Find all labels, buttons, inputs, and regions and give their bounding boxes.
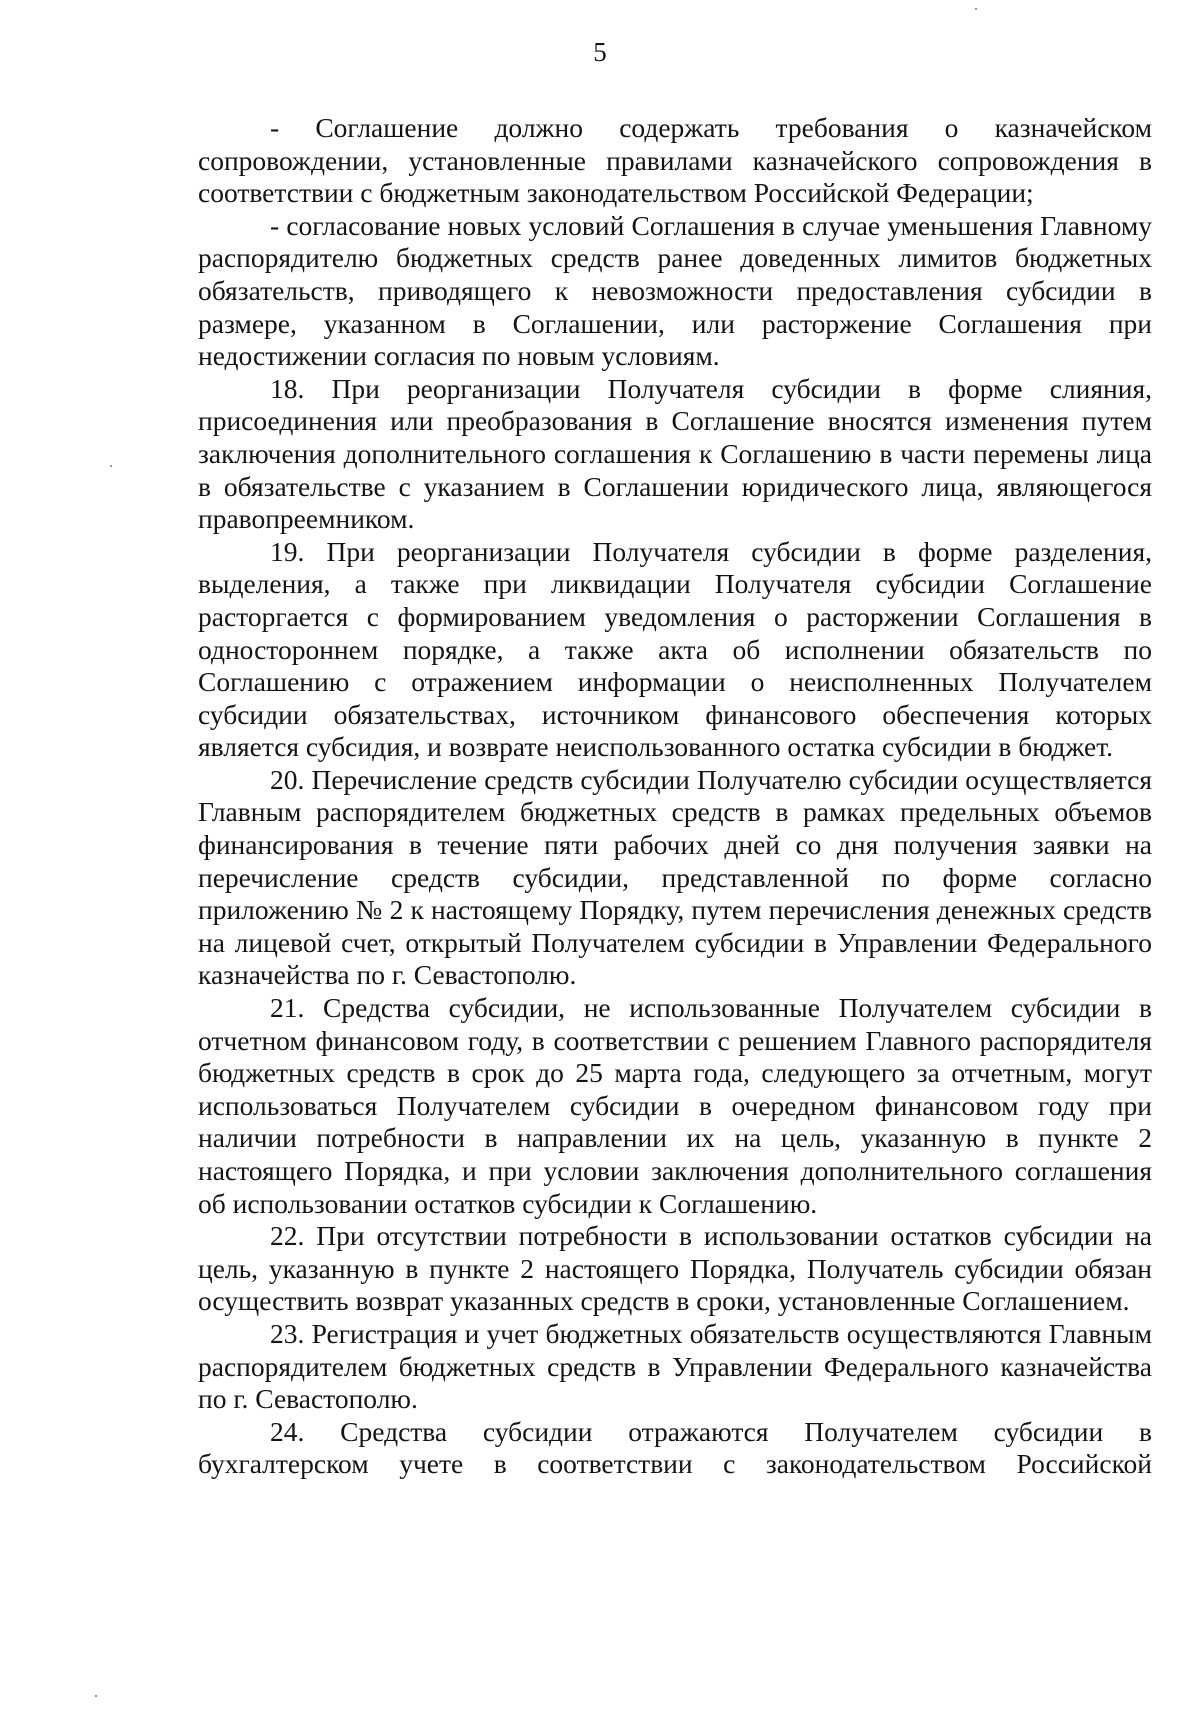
scan-speck-left (110, 465, 112, 467)
paragraph-item-23: 23. Регистрация и учет бюджетных обязательств осуществляются Главным распорядителем бюджетных средств в Управлении Федерального казначейства по г. Севастополю. (198, 1317, 1152, 1415)
scan-speck-top-right (975, 8, 977, 10)
paragraph-item-18: 18. При реорганизации Получателя субсидии в форме слияния, присоединения или преобразования в Соглашение вносятся изменения путем заключения дополнительного соглашения к Соглашению в части перемены лица в обязательстве с указанием в Соглашении юридического лица, являющегося правопреемником. (198, 372, 1152, 535)
scan-speck-bottom-left (95, 1695, 97, 1697)
paragraph-item-22: 22. При отсутствии потребности в использовании остатков субсидии на цель, указанную в пункте 2 настоящего Порядка, Получатель субсидии обязан осуществить возврат указанных средств в сроки, установленные Соглашением. (198, 1220, 1152, 1317)
paragraph-item-20: 20. Перечисление средств субсидии Получателю субсидии осуществляется Главным распорядителем бюджетных средств в рамках предельных объемов финансирования в течение пяти рабочих дней со дня получения заявки на перечисление средств субсидии, представленной по форме согласно приложению № 2 к настоящему Порядку, путем перечисления денежных средств на лицевой счет, открытый Получателем субсидии в Управлении Федерального казначейства по г. Севастополю. (198, 763, 1152, 991)
paragraph-item-24: 24. Средства субсидии отражаются Получателем субсидии в бухгалтерском учете в соответствии с законодательством Российской (198, 1415, 1152, 1480)
paragraph-new-conditions: - согласование новых условий Соглашения в случае уменьшения Главному распорядителю бюджетных средств ранее доведенных лимитов бюджетных обязательств, приводящего к невозможности предоставления субсидии в размере, указанном в Соглашении, или расторжение Соглашения при недостижении согласия по новым условиям. (198, 209, 1152, 372)
paragraph-item-19: 19. При реорганизации Получателя субсидии в форме разделения, выделения, а также при ликвидации Получателя субсидии Соглашение расторгается с формированием уведомления о расторжении Соглашения в одностороннем порядке, а также акта об исполнении обязательств по Соглашению с отражением информации о неисполненных Получателем субсидии обязательствах, источником финансового обеспечения которых является субсидия, и возврате неиспользованного остатка субсидии в бюджет. (198, 535, 1152, 763)
page-number: 5 (593, 37, 607, 67)
paragraph-item-21: 21. Средства субсидии, не использованные Получателем субсидии в отчетном финансовом году, в соответствии с решением Главного распорядителя бюджетных средств в срок до 25 марта года, следующего за отчетным, могут использоваться Получателем субсидии в очередном финансовом году при наличии потребности в направлении их на цель, указанную в пункте 2 настоящего Порядка, и при условии заключения дополнительного соглашения об использовании остатков субсидии к Соглашению. (198, 992, 1152, 1219)
document-body (198, 112, 1152, 1481)
paragraph-treasury-requirements: - Соглашение должно содержать требования о казначейском сопровождении, установленные правилами казначейского сопровождения в соответствии с бюджетным законодательством Российской Федерации; (198, 112, 1152, 209)
